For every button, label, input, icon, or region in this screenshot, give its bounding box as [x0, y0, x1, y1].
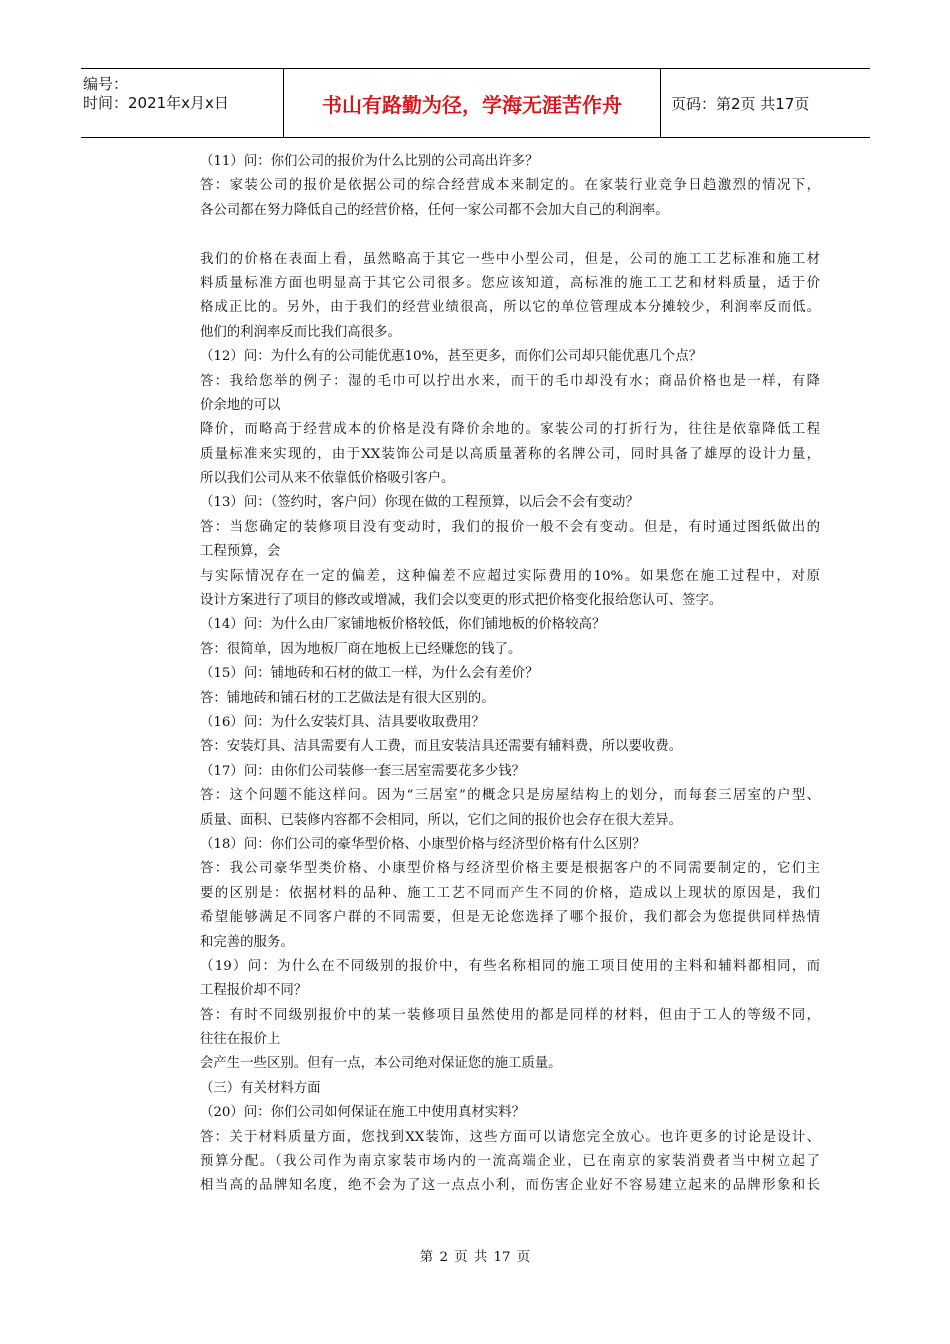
header-motto: 书山有路勤为径，学海无涯苦作舟	[284, 69, 661, 137]
text-line: （12）问：为什么有的公司能优惠10%，甚至更多，而你们公司却只能优惠几个点？	[200, 349, 703, 365]
text-line: 我们的价格在表面上看，虽然略高于其它一些中小型公司，但是，公司的施工工艺标准和施工材	[200, 251, 820, 267]
text-line: 降价，而略高于经营成本的价格是没有降价余地的。家装公司的打折行为，往往是依靠降低工程	[200, 422, 820, 438]
text-line: （15）问：铺地砖和石材的做工一样，为什么会有差价？	[200, 666, 539, 682]
text-line: 答：我公司豪华型类价格、小康型价格与经济型价格主要是根据客户的不同需要制定的，它们主	[200, 861, 820, 877]
text-line: 答：安装灯具、洁具需要有人工费，而且安装洁具还需要有辅料费，所以要收费。	[200, 739, 683, 755]
text-line	[200, 223, 820, 247]
text-line: 质量、面积、已装修内容都不会相同，所以，它们之间的报价也会存在很大差异。	[200, 812, 683, 828]
text-line: 所以我们公司从来不依靠低价格吸引客户。	[200, 471, 455, 487]
text-line: （三）有关材料方面	[200, 1080, 321, 1096]
header-page-info: 页码：第2页 共17页	[671, 94, 810, 113]
text-line: 答：很简单，因为地板厂商在地板上已经赚您的钱了。	[200, 641, 522, 657]
header-meta	[81, 69, 284, 137]
text-line: 格成正比的。另外，由于我们的经营业绩很高，所以它的单位管理成本分摊较少，利润率反而低。	[200, 300, 820, 316]
text-line: （19）问：为什么在不同级别的报价中，有些名称相同的施工项目使用的主料和辅料都相同，而	[200, 958, 820, 974]
text-line: （11）问：你们公司的报价为什么比别的公司高出许多？	[200, 154, 539, 169]
document-body	[200, 150, 820, 1199]
text-line: 质量标准来实现的，由于XX装饰公司是以高质量著称的名牌公司，同时具备了雄厚的设计力量，	[200, 446, 820, 462]
text-line: 和完善的服务。	[200, 934, 294, 950]
text-line: 希望能够满足不同客户群的不同需要，但是无论您选择了哪个报价，我们都会为您提供同样热情	[200, 910, 820, 926]
text-line: 答：家装公司的报价是依据公司的综合经营成本来制定的。在家装行业竞争日趋激烈的情况下，	[200, 178, 820, 194]
document-number-label: 编号：	[83, 75, 129, 93]
text-line: 预算分配。（我公司作为南京家装市场内的一流高端企业，已在南京的家装消费者当中树立起了	[200, 1154, 820, 1170]
text-line: 会产生一些区别。但有一点，本公司绝对保证您的施工质量。	[200, 1056, 562, 1072]
text-line: 答：关于材料质量方面，您找到XX装饰，这些方面可以请您完全放心。也许更多的讨论是设计、	[200, 1129, 820, 1145]
text-line: （17）问：由你们公司装修一套三居室需要花多少钱？	[200, 763, 526, 779]
text-line: 工程预算，会	[200, 544, 281, 560]
text-line: （18）问：你们公司的豪华型价格、小康型价格与经济型价格有什么区别？	[200, 836, 646, 852]
text-line: 各公司都在努力降低自己的经营价格，任何一家公司都不会加大自己的利润率。	[200, 202, 669, 218]
text-line: 答：当您确定的装修项目没有变动时，我们的报价一般不会有变动。但是，有时通过图纸做出的	[200, 519, 820, 535]
document-date: 时间：2021年x月x日	[83, 94, 229, 112]
text-line: 往往在报价上	[200, 1032, 281, 1048]
text-line: 答：有时不同级别报价中的某一装修项目虽然使用的都是同样的材料，但由于工人的等级不同，	[200, 1007, 820, 1023]
text-line: 相当高的品牌知名度，绝不会为了这一点点小利，而伤害企业好不容易建立起来的品牌形象和长	[200, 1178, 820, 1194]
text-line: （14）问：为什么由厂家铺地板价格较低，你们铺地板的价格较高？	[200, 617, 606, 633]
text-line: 他们的利润率反而比我们高很多。	[200, 324, 401, 340]
text-line: 价余地的可以	[200, 397, 281, 413]
text-line: （20）问：你们公司如何保证在施工中使用真材实料？	[200, 1105, 526, 1121]
page-header	[81, 68, 870, 138]
text-line: （16）问：为什么安装灯具、洁具要收取费用？	[200, 714, 485, 730]
text-line: 设计方案进行了项目的修改或增减，我们会以变更的形式把价格变化报给您认可、签字。	[200, 593, 723, 609]
text-line: 料质量标准方面也明显高于其它公司很多。您应该知道，高标准的施工工艺和材料质量，适于价	[200, 275, 820, 291]
text-line: 与实际情况存在一定的偏差，这种偏差不应超过实际费用的10%。如果您在施工过程中，对原	[200, 568, 820, 584]
text-line: 要的区别是：依据材料的品种、施工工艺不同而产生不同的价格，造成以上现状的原因是，我们	[200, 885, 820, 901]
page-footer: 第 2 页 共 17 页	[419, 1250, 531, 1265]
text-line: 答：铺地砖和铺石材的工艺做法是有很大区别的。	[200, 690, 495, 706]
text-line: 答：这个问题不能这样问。因为“三居室”的概念只是房屋结构上的划分，而每套三居室的户型、	[200, 788, 820, 804]
text-line: 答：我给您举的例子：湿的毛巾可以拧出水来，而干的毛巾却没有水；商品价格也是一样，有降	[200, 373, 820, 389]
text-line: （13）问：（签约时，客户问）你现在做的工程预算，以后会不会有变动？	[200, 495, 639, 511]
text-line: 工程报价却不同？	[200, 983, 308, 999]
